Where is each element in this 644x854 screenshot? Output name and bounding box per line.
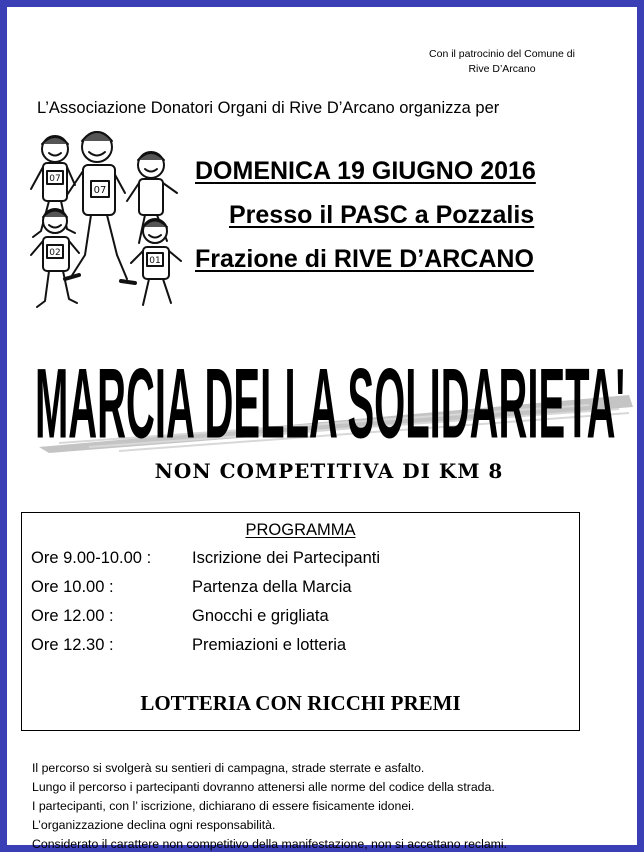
event-subtitle: NON COMPETITIVA DI KM 8	[154, 459, 504, 483]
program-title: PROGRAMMA	[245, 521, 356, 539]
bib-center-number: 07	[93, 185, 107, 196]
patrocinio-line-1: Con il patrocinio del Comune di	[429, 48, 575, 60]
bib-small-left-number: 02	[49, 248, 61, 258]
program-row	[31, 636, 346, 655]
program-time: Ore 12.00 :	[31, 607, 114, 625]
bib-back-left-number: 07	[49, 174, 61, 184]
program-row	[31, 578, 352, 597]
event-date: DOMENICA 19 GIUGNO 2016	[195, 157, 536, 185]
program-row	[31, 549, 380, 568]
program-time: Ore 9.00-10.00 :	[31, 549, 152, 567]
program-time: Ore 12.30 :	[31, 636, 114, 654]
event-place: Presso il PASC a Pozzalis	[229, 201, 535, 229]
title-text: MARCIA DELLA SOLIDARIETA'	[35, 348, 625, 453]
note-line: L’organizzazione declina ogni responsabilità.	[32, 818, 276, 832]
notes-block	[32, 759, 507, 854]
bib-small-right-number: 01	[149, 256, 161, 266]
program-activity: Premiazioni e lotteria	[192, 636, 347, 654]
event-frazione: Frazione di RIVE D’ARCANO	[195, 245, 534, 273]
note-line: Il percorso si svolgerà su sentieri di campagna, strade sterrate e asfalto.	[32, 761, 425, 775]
runners-illustration	[25, 127, 195, 323]
patrocinio-line-2: Rive D’Arcano	[468, 63, 536, 75]
runner-small-left	[31, 209, 79, 307]
note-line: I partecipanti, con l’ iscrizione, dichiarano di essere fisicamente idonei.	[32, 799, 415, 813]
lotteria-heading: LOTTERIA CON RICCHI PREMI	[140, 691, 461, 715]
program-time: Ore 10.00 :	[31, 578, 114, 596]
runner-center	[65, 132, 135, 283]
note-line: Lungo il percorso i partecipanti dovranno attenersi alle norme del codice della strada.	[32, 780, 495, 794]
intro-text: L’Associazione Donatori Organi di Rive D’Arcano organizza per	[37, 99, 500, 117]
program-activity: Partenza della Marcia	[192, 578, 352, 596]
patrocinio-note	[387, 47, 617, 77]
runner-small-right	[131, 219, 181, 305]
program-activity: Iscrizione dei Partecipanti	[192, 549, 381, 567]
program-row	[31, 607, 329, 626]
note-line: Considerato il carattere non competitivo della manifestazione, non si accettano reclami.	[32, 837, 508, 851]
event-title	[29, 325, 639, 453]
program-activity: Gnocchi e grigliata	[192, 607, 329, 625]
